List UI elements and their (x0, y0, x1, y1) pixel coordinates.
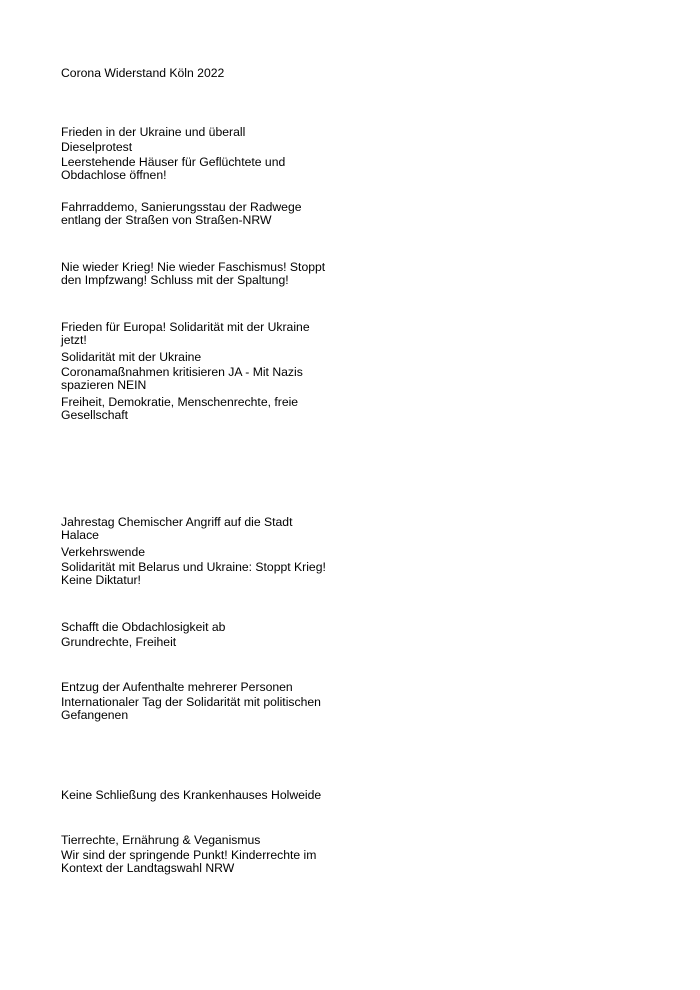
entry-text: Solidarität mit Belarus und Ukraine: Stoppt Krieg! Keine Diktatur! (61, 560, 326, 587)
entry-text: Dieselprotest (61, 140, 133, 154)
entry-text: Solidarität mit der Ukraine (61, 350, 202, 364)
entry-text: Schafft die Obdachlosigkeit ab (61, 620, 226, 634)
entry-text: Freiheit, Demokratie, Menschenrechte, freie Gesellschaft (61, 395, 299, 422)
entry-text: Wir sind der springende Punkt! Kinderrechte im Kontext der Landtagswahl NRW (61, 848, 317, 875)
entry-text: Frieden in der Ukraine und überall (61, 125, 246, 139)
entry-text: Leerstehende Häuser für Geflüchtete und Obdachlose öffnen! (61, 155, 286, 182)
entry-text: Frieden für Europa! Solidarität mit der Ukraine jetzt! (61, 320, 310, 347)
entry-text: Grundrechte, Freiheit (61, 635, 177, 649)
entry-text: Keine Schließung des Krankenhauses Holweide (61, 788, 322, 802)
entry-text: Tierrechte, Ernährung & Veganismus (61, 833, 261, 847)
entry-text: Entzug der Aufenthalte mehrerer Personen (61, 680, 293, 694)
entry-text: Nie wieder Krieg! Nie wieder Faschismus! Stoppt den Impfzwang! Schluss mit der Spaltung! (61, 260, 326, 287)
document-title: Corona Widerstand Köln 2022 (61, 66, 225, 80)
entry-text: Verkehrswende (61, 545, 146, 559)
entry-text: Fahrraddemo, Sanierungsstau der Radwege entlang der Straßen von Straßen-NRW (61, 200, 302, 227)
entry-text: Internationaler Tag der Solidarität mit politischen Gefangenen (61, 695, 321, 722)
entry-text: Coronamaßnahmen kritisieren JA - Mit Nazis spazieren NEIN (61, 365, 303, 392)
entry-text: Jahrestag Chemischer Angriff auf die Stadt Halace (61, 515, 293, 542)
